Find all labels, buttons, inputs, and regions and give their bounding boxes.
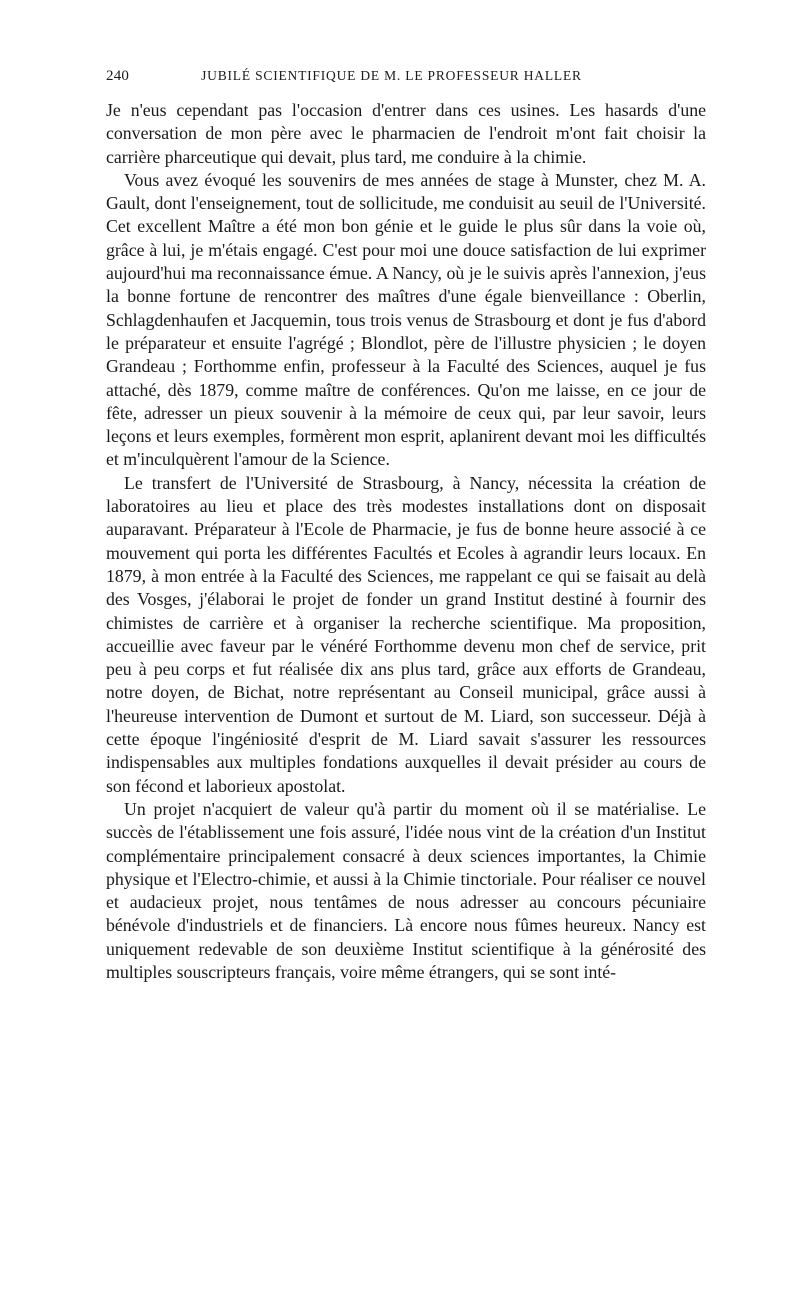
paragraph-2: Vous avez évoqué les souvenirs de mes années de stage à Munster, chez M. A. Gault, dont l'enseignement, tout de sollicitude, me conduisit au seuil de l'Université. Cet excellent Maître a été mon bon génie et le guide le plus sûr dans la voie où, grâce à lui, je m'étais engagé. C'est pour moi une douce satisfaction de lui exprimer aujourd'hui ma reconnaissance émue. A Nancy, où je le suivis après l'annexion, j'eus la bonne fortune de rencontrer des maîtres d'une égale bienveillance : Oberlin, Schlagdenhaufen et Jacquemin, tous trois venus de Strasbourg et dont je fus d'abord le préparateur et ensuite l'agrégé ; Blondlot, père de l'illustre physicien ; le doyen Grandeau ; Forthomme enfin, professeur à la Faculté des Sciences, auquel je fus attaché, dès 1879, comme maître de conférences. Qu'on me laisse, en ce jour de fête, adresser un pieux souvenir à la mémoire de ceux qui, par leur savoir, leurs leçons et leurs exemples, formèrent mon esprit, aplanirent devant moi les difficultés et m'inculquèrent l'amour de la Science. xyxy=(106,169,706,470)
book-page xyxy=(106,68,706,984)
running-header xyxy=(106,68,706,85)
paragraph-4: Un projet n'acquiert de valeur qu'à partir du moment où il se matérialise. Le succès de l'établissement une fois assuré, l'idée nous vint de la création d'un Institut complémentaire principalement consacré à deux sciences importantes, la Chimie physique et l'Electro-chimie, et aussi à la Chimie tinctoriale. Pour réaliser ce nouvel et audacieux projet, nous tentâmes de nous adresser au concours pécuniaire bénévole d'industriels et de financiers. Là encore nous fûmes heureux. Nancy est uniquement redevable de son deuxième Institut scientifique à la générosité des multiples souscripteurs français, voire même étrangers, qui se sont inté- xyxy=(106,798,706,982)
page-number: 240 xyxy=(106,68,130,84)
paragraph-3: Le transfert de l'Université de Strasbourg, à Nancy, nécessita la création de laboratoires au lieu et place des très modestes installations dont on disposait auparavant. Préparateur à l'Ecole de Pharmacie, je fus de bonne heure associé à ce mouvement qui porta les différentes Facultés et Ecoles à agrandir leurs locaux. En 1879, à mon entrée à la Faculté des Sciences, me rappelant ce qui se faisait au delà des Vosges, j'élaborai le projet de fonder un grand Institut destiné à fournir des chimistes de carrière et à organiser la recherche scientifique. Ma proposition, accueillie avec faveur par le vénéré Forthomme devenu mon chef de service, prit peu à peu corps et fut réalisée dix ans plus tard, grâce aux efforts de Grandeau, notre doyen, de Bichat, notre représentant au Conseil municipal, grâce aussi à l'heureuse intervention de Dumont et surtout de M. Liard, son successeur. Déjà à cette époque l'ingéniosité d'esprit de M. Liard savait s'assurer les ressources indispensables aux multiples fondations auxquelles il devait présider au cours de son fécond et laborieux apostolat. xyxy=(106,472,706,796)
running-title: JUBILÉ SCIENTIFIQUE DE M. LE PROFESSEUR HALLER xyxy=(201,68,582,83)
paragraph-1: Je n'eus cependant pas l'occasion d'entrer dans ces usines. Les hasards d'une conversation de mon père avec le pharmacien de l'endroit m'ont fait choisir la carrière pharceutique qui devait, plus tard, me conduire à la chimie. xyxy=(106,100,706,167)
